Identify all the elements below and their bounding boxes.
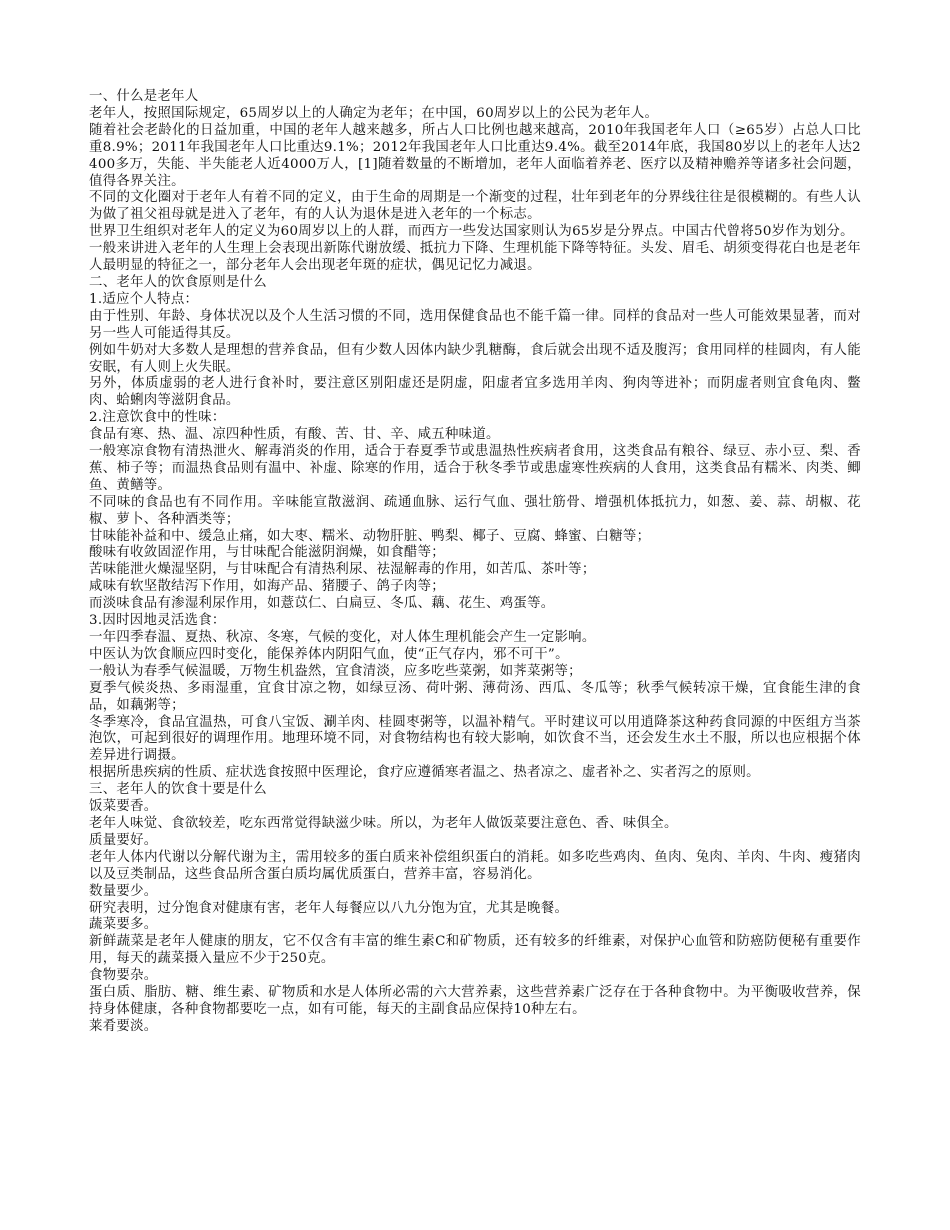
paragraph: 例如牛奶对大多数人是理想的营养食品，但有少数人因体内缺少乳糖酶，食后就会出现不适及腹泻；食用同样的桂圆肉，有人能安眠，有人则上火失眠。	[89, 342, 861, 375]
subheading: 饭菜要香。	[89, 799, 158, 815]
paragraph: 一般来讲进入老年的人生理上会表现出新陈代谢放缓、抵抗力下降、生理机能下降等特征。头发、眉毛、胡须变得花白也是老年人最明显的特征之一，部分老年人会出现老年斑的症状，偶见记忆力减退。	[89, 241, 861, 274]
subheading: 食物要杂。	[89, 968, 158, 984]
paragraph: 老年人，按照国际规定，65周岁以上的人确定为老年；在中国，60周岁以上的公民为老年人。	[89, 105, 659, 121]
paragraph: 酸味有收敛固涩作用，与甘味配合能滋阴润燥，如食醋等；	[89, 545, 445, 561]
paragraph: 一般寒凉食物有清热泄火、解毒消炎的作用，适合于春夏季节或患温热性疾病者食用，这类食品有粮谷、绿豆、赤小豆、梨、香蕉、柿子等；而温热食品则有温中、补虚、除寒的作用，适合于秋冬季节或患虚寒性疾病的人食用，这类食品有糯米、肉类、鲫鱼、黄鳝等。	[89, 444, 861, 493]
paragraph: 老年人体内代谢以分解代谢为主，需用较多的蛋白质来补偿组织蛋白的消耗。如多吃些鸡肉、鱼肉、兔肉、羊肉、牛肉、瘦猪肉以及豆类制品，这些食品所含蛋白质均属优质蛋白，营养丰富，容易消化。	[89, 849, 861, 882]
subheading: 2.注意饮食中的性味：	[89, 410, 226, 426]
subheading: 蔬菜要多。	[89, 917, 158, 933]
section-heading: 三、老年人的饮食十要是什么	[89, 782, 267, 798]
paragraph: 研究表明，过分饱食对健康有害，老年人每餐应以八九分饱为宜，尤其是晚餐。	[89, 900, 569, 916]
document-body	[89, 89, 861, 1036]
paragraph: 苦味能泄火燥湿坚阴，与甘味配合有清热利尿、祛湿解毒的作用，如苦瓜、茶叶等；	[89, 562, 596, 578]
paragraph: 另外，体质虚弱的老人进行食补时，要注意区别阳虚还是阴虚，阳虚者宜多选用羊肉、狗肉等进补；而阴虚者则宜食龟肉、鳖肉、蛤蜊肉等滋阴食品。	[89, 376, 861, 409]
paragraph: 蛋白质、脂肪、糖、维生素、矿物质和水是人体所必需的六大营养素，这些营养素广泛存在于各种食物中。为平衡吸收营养，保持身体健康，各种食物都要吃一点，如有可能，每天的主副食品应保持10种左右。	[89, 985, 861, 1017]
paragraph: 随着社会老龄化的日益加重，中国的老年人越来越多，所占人口比例也越来越高，2010年我国老年人口（≥65岁）占总人口比重8.9%；2011年我国老年人口比重达9.1%；2012年我国老年人口比重达9.4%。截至2014年底，我国80岁以上的老年人达2400多万，失能、半失能老人近4000万人，[1]随着数量的不断增加，老年人面临着养老、医疗以及精神赡养等诸多社会问题，值得各界关注。	[89, 122, 861, 189]
paragraph: 冬季寒冷，食品宜温热，可食八宝饭、涮羊肉、桂圆枣粥等，以温补精气。平时建议可以用逍降茶这种药食同源的中医组方当茶泡饮，可起到很好的调理作用。地理环境不同，对食物结构也有较大影响，如饮食不当，还会发生水土不服，所以也应根据个体差异进行调摄。	[89, 714, 861, 764]
subheading: 数量要少。	[89, 883, 158, 899]
paragraph: 由于性别、年龄、身体状况以及个人生活习惯的不同，选用保健食品也不能千篇一律。同样的食品对一些人可能效果显著，而对另一些人可能适得其反。	[89, 308, 861, 341]
paragraph: 老年人味觉、食欲较差，吃东西常觉得缺滋少味。所以，为老年人做饭菜要注意色、香、味俱全。	[89, 815, 678, 831]
paragraph: 夏季气候炎热、多雨湿重，宜食甘凉之物，如绿豆汤、荷叶粥、薄荷汤、西瓜、冬瓜等；秋季气候转凉干燥，宜食能生津的食品，如藕粥等；	[89, 680, 861, 713]
section-heading: 二、老年人的饮食原则是什么	[89, 274, 267, 290]
subheading: 1.适应个人特点：	[89, 291, 199, 307]
paragraph: 不同的文化圈对于老年人有着不同的定义，由于生命的周期是一个渐变的过程，壮年到老年的分界线往往是很模糊的。有些人认为做了祖父祖母就是进入了老年，有的人认为退休是进入老年的一个标志。	[89, 190, 861, 223]
paragraph: 甘味能补益和中、缓急止痛，如大枣、糯米、动物肝脏、鸭梨、椰子、豆腐、蜂蜜、白糖等；	[89, 528, 651, 544]
paragraph: 世界卫生组织对老年人的定义为60周岁以上的人群，而西方一些发达国家则认为65岁是分界点。中国古代曾将50岁作为划分。	[89, 224, 854, 240]
paragraph: 根据所患疾病的性质、症状选食按照中医理论，食疗应遵循寒者温之、热者凉之、虚者补之、实者泻之的原则。	[89, 765, 760, 781]
paragraph: 一年四季春温、夏热、秋凉、冬寒，气候的变化，对人体生理机能会产生一定影响。	[89, 630, 596, 645]
subheading: 莱肴要淡。	[89, 1018, 158, 1034]
subheading: 质量要好。	[89, 832, 158, 848]
paragraph: 新鲜蔬菜是老年人健康的朋友，它不仅含有丰富的维生素C和矿物质，还有较多的纤维素，对保护心血管和防癌防便秘有重要作用，每天的蔬菜摄入量应不少于250克。	[89, 934, 861, 967]
paragraph: 咸味有软坚散结泻下作用，如海产品、猪腰子、鸽子肉等；	[89, 579, 445, 595]
paragraph: 而淡味食品有渗湿利尿作用，如薏苡仁、白扁豆、冬瓜、藕、花生、鸡蛋等。	[89, 596, 555, 612]
subheading: 3.因时因地灵活选食：	[89, 613, 226, 629]
paragraph: 不同味的食品也有不同作用。辛味能宣散滋润、疏通血脉、运行气血、强壮筋骨、增强机体抵抗力，如葱、姜、蒜、胡椒、花椒、萝卜、各种酒类等；	[89, 494, 861, 527]
section-heading: 一、什么是老年人	[89, 89, 199, 104]
paragraph: 食品有寒、热、温、凉四种性质，有酸、苦、甘、辛、咸五种味道。	[89, 427, 500, 443]
paragraph: 一般认为春季气候温暖，万物生机盎然，宜食清淡，应多吃些菜粥，如荠菜粥等；	[89, 663, 582, 679]
paragraph: 中医认为饮食顺应四时变化，能保养体内阴阳气血，使“正气存内，邪不可干”。	[89, 646, 569, 662]
